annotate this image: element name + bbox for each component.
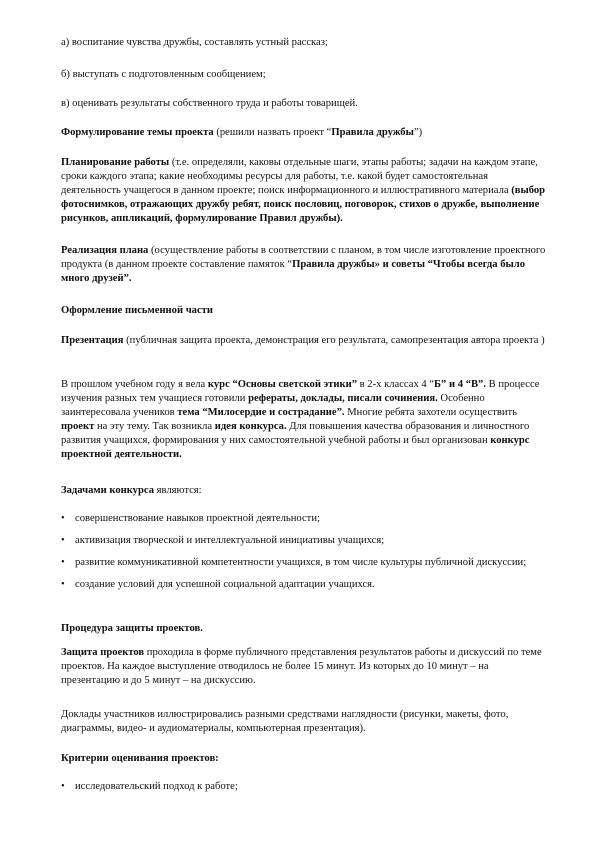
paragraph-written-part xyxy=(61,304,547,318)
bold-text: идея конкурса. xyxy=(214,421,287,432)
list-item: • совершенствование навыков проектной деятельности; xyxy=(61,512,547,526)
text-run: В процессе изучения разных тем учащиеся готовили xyxy=(61,379,540,404)
tasks-list xyxy=(61,512,547,592)
text-run: (публичная защита проекта, демонстрация его результата, самопрезентация автора проекта ) xyxy=(123,335,545,346)
list-item: • создание условий для успешной социальной адаптации учащихся. xyxy=(61,578,547,592)
text-run: проходила в форме публичного представления результатов работы и дискуссий по теме проектов. На каждое выступление отводилось не более 15 минут. Из которых до 10 минут – на презентацию и до 5 минут – на дискуссию. xyxy=(61,647,542,686)
paragraph-defense xyxy=(61,646,547,688)
list-item: • исследовательский подход к работе; xyxy=(61,780,547,794)
bold-text: курс “Основы светской этики” xyxy=(207,379,357,390)
paragraph-goal-c: в) оценивать результаты собственного труда и работы товарищей. xyxy=(61,98,358,109)
text-run: (т.е. определяли, каковы отдельные шаги, этапы работы; задачи на каждом этапе, сроки каждого этапа; какие необходимы ресурсы для работы, т.е. какой будет самостоятельная деятельность учащегося в данном проекте; поиск информационного и иллюстративного материала xyxy=(61,157,538,196)
bold-text: Критерии оценивания проектов: xyxy=(61,753,219,764)
bold-text: Формулирование темы проекта xyxy=(61,127,214,138)
bold-text: тема “Милосердие и сострадание”. xyxy=(177,407,345,418)
bold-text: (выбор фотоснимков, отражающих дружбу ребят, поиск пословиц, поговорок, стихов о дружбе, выполнение рисунков, аппликаций, формулирование Правил дружбы). xyxy=(61,185,546,224)
paragraph-implementation xyxy=(61,244,547,286)
paragraph-goal-b: б) выступать с подготовленным сообщением; xyxy=(61,69,266,80)
paragraph-reports: Доклады участников иллюстрировались разными средствами наглядности (рисунки, макеты, фото, диаграммы, видео- и аудиоматериалы, компьютерная презентация). xyxy=(61,709,509,734)
bold-text: рефераты, доклады, писали сочинения. xyxy=(248,393,438,404)
bold-text: Презентация xyxy=(61,335,124,346)
bold-text: Задачами конкурса xyxy=(61,485,154,496)
paragraph-criteria xyxy=(61,752,547,766)
list-item: • развитие коммуникативной компетентности учащихся, в том числе культуры публичной дискуссии; xyxy=(61,556,547,570)
paragraph-procedure xyxy=(61,622,547,636)
bold-text: Правила дружбы xyxy=(331,127,414,138)
text-run: Для повышения качества образования и личностного развития учащихся, формирования у них самостоятельной учебной работы и был организован xyxy=(61,421,530,446)
paragraph-topic xyxy=(61,126,547,140)
bold-text: Правила дружбы» и советы “Чтобы всегда было много друзей”. xyxy=(61,259,526,284)
bold-text: Процедура защиты проектов. xyxy=(61,623,203,634)
paragraph-planning xyxy=(61,156,547,226)
bold-text: Б” и 4 “В”. xyxy=(434,379,487,390)
text-run: Особенно заинтересовала учеников xyxy=(61,393,485,418)
text-run: являются: xyxy=(154,485,202,496)
text-run: ”) xyxy=(413,127,423,138)
text-run: в 2-х классах 4 “ xyxy=(357,379,435,390)
list-item: • активизация творческой и интеллектуальной инициативы учащихся; xyxy=(61,534,547,548)
bold-text: проект xyxy=(61,421,95,432)
text-run: (решили назвать проект “ xyxy=(213,127,332,138)
text-run: на эту тему. Так возникла xyxy=(94,421,215,432)
bold-text: конкурс проектной деятельности. xyxy=(61,435,530,460)
criteria-list xyxy=(61,780,547,794)
paragraph-course xyxy=(61,378,547,462)
text-run: В прошлом учебном году я вела xyxy=(61,379,208,390)
paragraph-goal-a: а) воспитание чувства дружбы, составлять устный рассказ; xyxy=(61,37,328,48)
text-run: Многие ребята захотели осуществить xyxy=(344,407,517,418)
bold-text: Оформление письменной части xyxy=(61,305,213,316)
paragraph-tasks xyxy=(61,484,547,498)
bold-text: Реализация плана xyxy=(61,245,149,256)
bold-text: Защита проектов xyxy=(61,647,145,658)
bold-text: Планирование работы xyxy=(61,157,170,168)
paragraph-presentation xyxy=(61,334,547,348)
text-run: (осуществление работы в соответствии с планом, в том числе изготовление проектного продукта (в данном проекте составление памяток “ xyxy=(61,245,546,270)
